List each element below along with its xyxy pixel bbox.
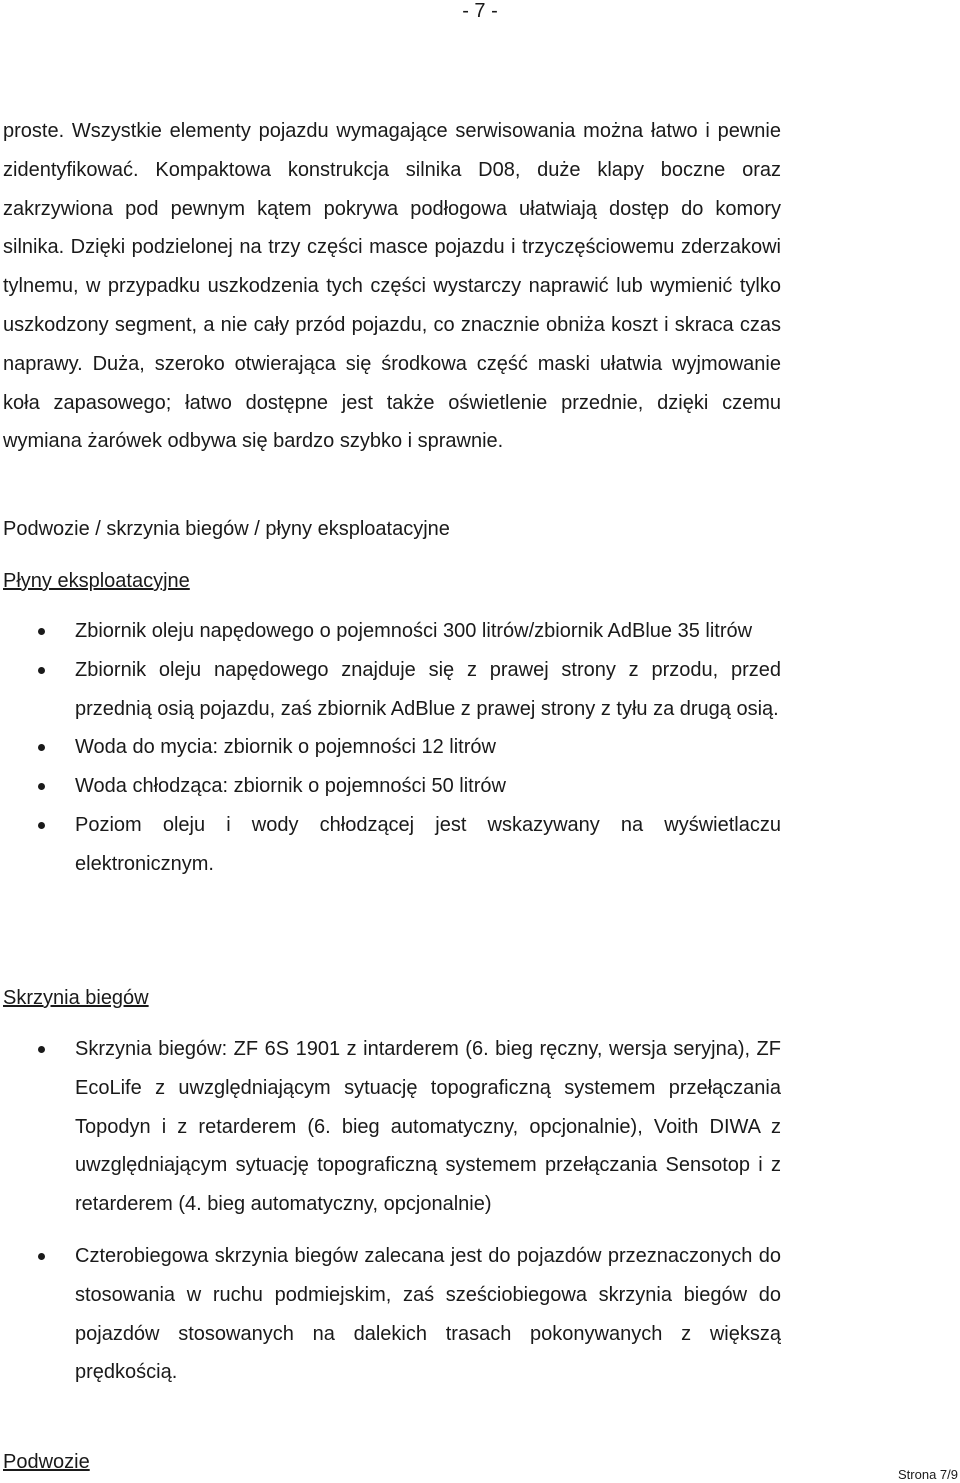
list-item-text: Zbiornik oleju napędowego o pojemności 300 litrów/zbiornik AdBlue 35 litrów (75, 620, 753, 642)
chassis-subheading: Podwozie (3, 1451, 90, 1473)
footer-page-number: Strona 7/9 (898, 1467, 958, 1482)
list-item-text: Skrzynia biegów: ZF 6S 1901 z intarderem (6. bieg ręczny, wersja seryjna), ZF EcoLife z uwzględniającym sytuację topograficzną systemem przełączania Topodyn i z retarderem (6. bieg automatyczny, opcjonalnie), Voith DIWA z uwzględniającym sytuację topograficzną systemem przełączania Sensotop i z retarderem (4. bieg automatyczny, opcjonalnie) (75, 1038, 781, 1216)
bullet-icon (38, 667, 45, 674)
list-item-text: Zbiornik oleju napędowego znajduje się z prawej strony z przodu, przed przednią osią pojazdu, zaś zbiornik AdBlue z prawej strony z tyłu za drugą osią. (75, 658, 781, 720)
bullet-icon (38, 744, 45, 751)
list-item (0, 651, 781, 729)
list-item (0, 767, 781, 806)
intro-paragraph: proste. Wszystkie elementy pojazdu wymagające serwisowania można łatwo i pewnie zidentyfikować. Kompaktowa konstrukcja silnika D08, duże klapy boczne oraz zakrzywiona pod pewnym kątem pokrywa podłogowa ułatwiają dostęp do komory silnika. Dzięki podzielonej na trzy części masce pojazdu i trzyczęściowemu zderzakowi tylnemu, w przypadku uszkodzenia tych części wystarczy naprawić lub wymienić tylko uszkodzony segment, a nie cały przód pojazdu, co znacznie obniża koszt i skraca czas naprawy. Duża, szeroko otwierająca się środkowa część maski ułatwia wyjmowanie koła zapasowego; łatwo dostępne jest także oświetlenie przednie, dzięki czemu wymiana żarówek odbywa się bardzo szybko i sprawnie. (3, 120, 781, 453)
list-item-text: Poziom oleju i wody chłodzącej jest wskazywany na wyświetlaczu elektronicznym. (75, 813, 781, 875)
gearbox-subheading: Skrzynia biegów (3, 987, 149, 1009)
list-item-text: Woda chłodząca: zbiornik o pojemności 50 litrów (75, 775, 506, 798)
list-item (0, 728, 781, 767)
list-item (0, 1237, 781, 1392)
list-item-text: Woda do mycia: zbiornik o pojemności 12 litrów (75, 736, 496, 759)
list-item (0, 612, 781, 651)
bullet-icon (38, 1046, 45, 1053)
bullet-icon (38, 1253, 45, 1260)
gearbox-list (0, 1030, 781, 1392)
bullet-icon (38, 783, 45, 790)
list-item (0, 1030, 781, 1224)
bullet-icon (38, 822, 45, 829)
page-number: - 7 - (462, 0, 498, 22)
bullet-icon (38, 628, 45, 635)
list-item (0, 806, 781, 884)
fluids-subheading: Płyny eksploatacyjne (3, 570, 190, 592)
fluids-list (0, 612, 781, 884)
section-heading: Podwozie / skrzynia biegów / płyny eksploatacyjne (3, 518, 450, 540)
list-item-text: Czterobiegowa skrzynia biegów zalecana jest do pojazdów przeznaczonych do stosowania w ruchu podmiejskim, zaś sześciobiegowa skrzynia biegów do pojazdów stosowanych na dalekich trasach pokonywanych z większą prędkością. (75, 1244, 781, 1384)
